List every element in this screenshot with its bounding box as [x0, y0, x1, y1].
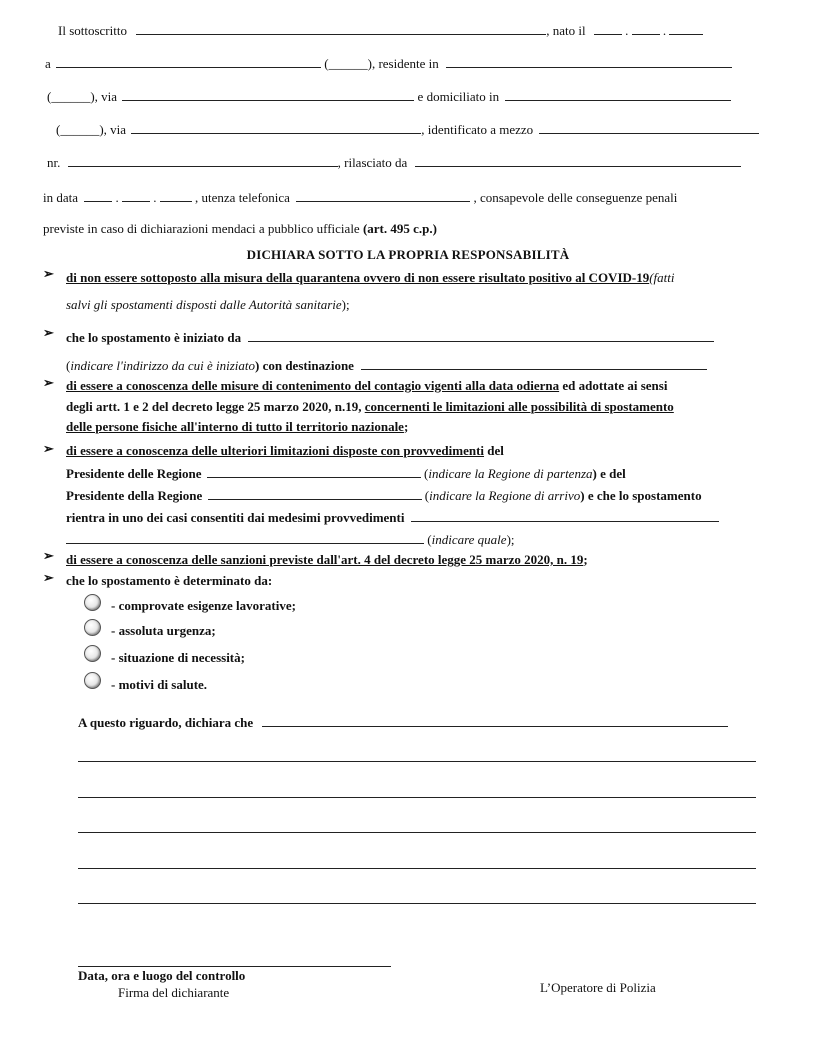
- radio-work-reasons[interactable]: [84, 594, 101, 611]
- item-region-departure: [66, 465, 626, 482]
- birth-month-field[interactable]: [632, 22, 660, 35]
- label-utenza: , utenza telefonica: [195, 190, 290, 205]
- residence-street-field[interactable]: [122, 88, 414, 101]
- label-spostamento: ) e che lo spostamento: [580, 488, 702, 503]
- label-in-data: in data: [43, 190, 79, 205]
- item-allowed-cases: [66, 509, 719, 526]
- signature-label: Firma del dichiarante: [118, 985, 230, 1000]
- domicile-street-field[interactable]: [131, 121, 421, 134]
- item-measures: [66, 378, 667, 394]
- statement-line-3[interactable]: [78, 832, 756, 833]
- header-line-1: Il sottoscritto , nato il . .: [58, 22, 703, 39]
- label-via-domicilio: (______), via: [56, 122, 127, 137]
- item-measures-cont: [66, 399, 674, 415]
- item-region-arrival: [66, 487, 702, 504]
- item-destination-label: ) con destinazione: [255, 358, 354, 373]
- control-label: Data, ora e luogo del controllo: [78, 968, 246, 983]
- issue-month-field[interactable]: [122, 189, 150, 202]
- bullet-arrow-icon: ➢: [43, 266, 54, 281]
- domicile-field[interactable]: [505, 88, 731, 101]
- hint-region-arrival: indicare la Regione di arrivo: [429, 488, 581, 503]
- item-sanctions-text: di essere a conoscenza delle sanzioni previste dall'art. 4 del decreto legge 25 marzo 2020, n. 19: [66, 552, 584, 567]
- label-a: a: [45, 56, 51, 71]
- allowed-case-field[interactable]: [411, 509, 719, 522]
- header-line-6: in data . . , utenza telefonica , consapevole delle conseguenze penali: [43, 190, 678, 205]
- birth-day-field[interactable]: [594, 22, 622, 35]
- hint-region-departure: indicare la Regione di partenza: [428, 466, 593, 481]
- statement-line-2[interactable]: [78, 797, 756, 798]
- document-number-field[interactable]: [68, 154, 338, 167]
- paren-open: (: [424, 488, 430, 503]
- hint-allowed-case: indicare quale: [431, 532, 507, 547]
- item-quarantine-end: );: [341, 297, 350, 312]
- label-nato: , nato il: [546, 23, 586, 38]
- name-field[interactable]: [136, 22, 546, 35]
- radio-urgency[interactable]: [84, 619, 101, 636]
- item-quarantine-text: di non essere sottoposto alla misura della quarantena ovvero di non essere risultato positivo al COVID-19: [66, 270, 650, 285]
- issued-by-field[interactable]: [415, 154, 741, 167]
- paren-open: (: [427, 532, 432, 547]
- allowed-case-field-2[interactable]: [66, 531, 424, 544]
- paren-open: (: [66, 358, 71, 373]
- item-start-hint: indicare l'indirizzo da cui è iniziato: [70, 358, 255, 373]
- paren-close: );: [506, 532, 515, 547]
- label-via-residenza: (______), via: [47, 89, 118, 104]
- item-measures-text-2: ed adottate ai sensi: [559, 378, 668, 393]
- option-necessity: - situazione di necessità;: [111, 650, 245, 665]
- region-departure-field[interactable]: [207, 465, 421, 478]
- paren-open: (: [424, 466, 429, 481]
- radio-health[interactable]: [84, 672, 101, 689]
- declaration-title: DICHIARA SOTTO LA PROPRIA RESPONSABILITÀ: [246, 247, 570, 262]
- radio-necessity[interactable]: [84, 645, 101, 662]
- item-start: [66, 329, 714, 346]
- item-quarantine: [66, 270, 675, 286]
- header-line-2: [45, 55, 732, 72]
- officer-label: L’Operatore di Polizia: [540, 980, 656, 995]
- item-measures-end: ;: [403, 419, 409, 434]
- issue-year-field[interactable]: [160, 189, 192, 202]
- label-previste: previste in caso di dichiarazioni mendaci a pubblico ufficiale: [43, 221, 360, 236]
- start-address-field[interactable]: [248, 329, 714, 342]
- bullet-arrow-icon: ➢: [43, 325, 54, 340]
- header-line-7: [43, 221, 437, 237]
- item-quarantine-note-cont: salvi gli spostamenti disposti dalle Autorità sanitarie: [66, 297, 342, 312]
- item-measures-limits: concernenti le limitazioni alle possibilità di spostamento: [364, 399, 674, 414]
- statement-line-1[interactable]: [78, 761, 756, 762]
- bullet-arrow-icon: ➢: [43, 441, 54, 456]
- item-sanctions: [66, 552, 588, 568]
- label-allowed-cases: rientra in uno dei casi consentiti dai medesimi provvedimenti: [66, 510, 405, 525]
- option-urgency: - assoluta urgenza;: [111, 623, 216, 638]
- item-measures-cont-2: [66, 419, 408, 435]
- residence-field[interactable]: [446, 55, 732, 68]
- signature-line[interactable]: [78, 966, 391, 967]
- item-measures-text: di essere a conoscenza delle misure di contenimento del contagio vigenti alla data odierna: [66, 378, 560, 393]
- region-arrival-field[interactable]: [208, 487, 422, 500]
- destination-field[interactable]: [361, 357, 707, 370]
- statement-field[interactable]: [262, 714, 728, 727]
- label-sottoscritto: Il sottoscritto: [58, 23, 127, 38]
- item-quarantine-note: (fatti: [649, 270, 675, 285]
- bullet-arrow-icon: ➢: [43, 375, 54, 390]
- item-regional-del: del: [484, 443, 504, 458]
- birthplace-field[interactable]: [56, 55, 321, 68]
- label-domiciliato: e domiciliato in: [417, 89, 500, 104]
- item-allowed-cases-cont: [66, 531, 515, 548]
- header-line-5: [47, 154, 741, 171]
- label-region-arrival: Presidente della Regione: [66, 488, 203, 503]
- label-identificato: , identificato a mezzo: [421, 122, 534, 137]
- item-measures-law: degli artt. 1 e 2 del decreto legge 25 marzo 2020, n.19,: [66, 399, 365, 414]
- item-sanctions-end: ;: [583, 552, 588, 567]
- issue-day-field[interactable]: [84, 189, 112, 202]
- header-line-4: [56, 121, 759, 138]
- phone-field[interactable]: [296, 189, 470, 202]
- label-nr: nr.: [47, 155, 61, 170]
- header-line-3: [47, 88, 731, 105]
- label-region-departure: Presidente delle Regione: [66, 466, 202, 481]
- label-and-of: ) e del: [592, 466, 626, 481]
- item-regional: [66, 443, 504, 459]
- option-work-reasons: - comprovate esigenze lavorative;: [111, 598, 296, 613]
- item-reason-intro: che lo spostamento è determinato da:: [66, 573, 273, 588]
- item-measures-persons: delle persone fisiche all'interno di tutto il territorio nazionale: [66, 419, 404, 434]
- statement-label: [78, 714, 728, 731]
- bullet-arrow-icon: ➢: [43, 548, 54, 563]
- label-art-495: (art. 495 c.p.): [362, 221, 437, 236]
- item-destination: [66, 357, 707, 374]
- label-residente: (______), residente in: [324, 56, 439, 71]
- label-rilasciato: , rilasciato da: [337, 155, 408, 170]
- item-regional-text: di essere a conoscenza delle ulteriori limitazioni disposte con provvedimenti: [66, 443, 485, 458]
- birth-year-field[interactable]: [669, 22, 703, 35]
- item-start-label: che lo spostamento è iniziato da: [66, 330, 242, 345]
- bullet-arrow-icon: ➢: [43, 570, 54, 585]
- statement-line-4[interactable]: [78, 868, 756, 869]
- option-health: - motivi di salute.: [111, 677, 208, 692]
- id-document-field[interactable]: [539, 121, 759, 134]
- statement-line-5[interactable]: [78, 903, 756, 904]
- item-quarantine-cont: [66, 297, 350, 313]
- label-consapevole: , consapevole delle conseguenze penali: [473, 190, 678, 205]
- statement-label-text: A questo riguardo, dichiara che: [78, 715, 254, 730]
